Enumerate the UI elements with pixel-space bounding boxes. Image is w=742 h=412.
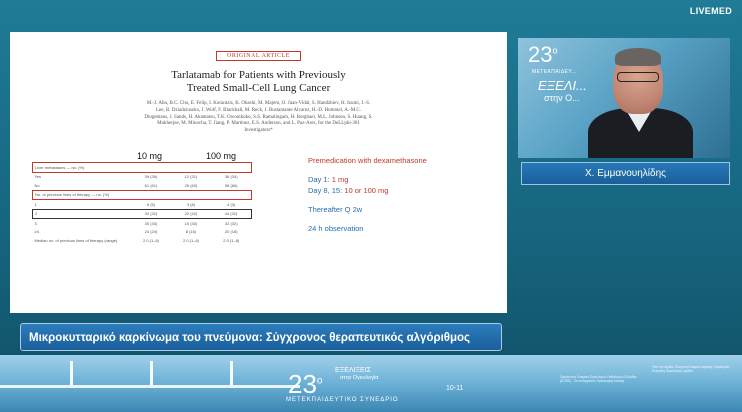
- note-day1: [308, 174, 427, 185]
- footer-event-number-digits: 23: [288, 369, 317, 399]
- bridge-pylon: [230, 361, 233, 387]
- table-cell: 61 (61): [144, 182, 158, 188]
- lecture-title-bar: Μικροκυτταρικό καρκίνωμα του πνεύμονα: Σύγχρονος θεραπευτικός αλγόριθμος: [20, 323, 502, 351]
- footer-event-number-sup: ο: [316, 375, 323, 387]
- table-cell: [131, 163, 171, 173]
- table-cell: 2.0 (1–8): [223, 237, 240, 243]
- table-cell: [171, 190, 211, 200]
- table-cell: 3 (8): [186, 201, 196, 207]
- table-row: [33, 163, 252, 173]
- footer-banner: [0, 355, 742, 412]
- table-cell: 39 (39): [144, 174, 158, 180]
- table-row: [33, 190, 252, 200]
- speaker-video: [518, 38, 730, 158]
- video-event-number-digits: 23: [528, 42, 553, 67]
- table-cell: 36 (34): [224, 174, 238, 180]
- note-day815-label: Day 8, 15:: [308, 186, 345, 195]
- footer-event-number: [288, 369, 322, 400]
- note-premedication: Premedication with dexamethasone: [308, 156, 427, 165]
- table-cell: 8 (16): [185, 229, 197, 235]
- table-cell-label: No. of previous lines of therapy — no. (%): [33, 190, 132, 200]
- paper-title-line-1: Tarlatamab for Patients with Previously: [171, 69, 346, 81]
- dose-header-10mg: 10 mg: [137, 151, 163, 161]
- note-day815: [308, 185, 427, 196]
- footer-conference: ΜΕΤΕΚΠΑΙΔΕΥΤΙΚΟ ΣΥΝΕΔΡΙΟ: [286, 397, 399, 403]
- table-cell: 2.0 (1–6): [182, 237, 199, 243]
- table-cell: 4 (3): [227, 201, 236, 207]
- brand-logo: LIVEMED: [689, 6, 732, 16]
- table-cell: 30 (30): [144, 220, 158, 226]
- note-day815-value: 10 or 100 mg: [344, 186, 389, 195]
- table-cell: 58 (66): [224, 182, 238, 188]
- dose-header-100mg: 100 mg: [206, 151, 237, 161]
- paper-header: [10, 44, 507, 135]
- table-cell-label: ≥4: [34, 229, 39, 235]
- table-cell: [131, 190, 171, 200]
- bridge-pylon: [70, 361, 73, 387]
- footer-title: ΕΞΕΛΙΞΕΙΣ: [335, 367, 371, 374]
- table-row: [33, 172, 252, 181]
- paper-title-line-2: Treated Small-Cell Lung Cancer: [186, 82, 331, 94]
- table-cell: 20 (18): [224, 229, 238, 235]
- video-event-number-sup: o: [552, 45, 558, 56]
- speaker-hair: [615, 48, 661, 66]
- video-event-number: [528, 42, 558, 68]
- table-cell-label: 1: [34, 201, 37, 207]
- note-day1-label: Day 1:: [308, 175, 332, 184]
- table-cell: 12 (31): [184, 174, 198, 180]
- footer-subtitle: στην Ογκολογία: [340, 375, 379, 381]
- speaker-glasses: [617, 72, 659, 82]
- footer-info-organizer: Οργάνωση: Εταιρεία Ογκολόγων Παθολόγων Ελλάδας (ΕΟΠΕ) · Σε συνεργασία: Ογκολογική Κλινική: [560, 375, 637, 384]
- footer-dates: 10-11: [446, 385, 464, 392]
- video-event-small: στην Ο...: [544, 93, 580, 103]
- table-cell-label: No: [34, 182, 40, 188]
- table-cell: 32 (32): [224, 220, 238, 226]
- bridge-pylon: [150, 361, 153, 387]
- video-event-sub: ΜΕΤΕΚΠΑΙΔΕΥ...: [532, 69, 577, 75]
- note-observation: 24 h observation: [308, 224, 364, 233]
- table-cell: 16 (30): [184, 220, 198, 226]
- table-row: [33, 209, 252, 219]
- table-row: [33, 219, 252, 228]
- table-row: [33, 236, 252, 245]
- table-cell: 2.0 (1–6): [142, 237, 159, 243]
- table-cell: [211, 190, 252, 200]
- baseline-table: [32, 162, 252, 245]
- table-cell-label: 3: [34, 220, 37, 226]
- table-row: [33, 200, 252, 210]
- table-cell-label: 2: [33, 209, 132, 219]
- video-event-title: ΕΞΕΛΙ...: [538, 78, 587, 93]
- table-cell: [171, 163, 211, 173]
- note-day1-value: 1 mg: [331, 175, 349, 184]
- note-thereafter: Thereafter Q 2w: [308, 205, 363, 214]
- table-cell: 26 (69): [184, 182, 198, 188]
- article-type-label: ORIGINAL ARTICLE: [216, 51, 301, 61]
- table-cell: 5 (5): [146, 201, 156, 207]
- table-cell: [211, 163, 252, 173]
- table-cell-label: Yes: [34, 174, 42, 180]
- paper-authors: M.-J. Ahn, B.C. Cho, E. Felip, I. Korantzis, K. Ohashi, M. Majem, O. Juan-Vidal, S. Handzhiev, H. Izumi, J.-S. Lee, R. Dziadziuszko, J. Wolf, F. Blackhall, M. Reck, J. Bustamante Alvarez, H.-D. Hummel, A.-M.C. Dingemans, J. Sands, H. Akamatsu, T.K. Owonikoko, S.S. Ramalingam, H. Borghaei, M.L. Johnson, S. Huang, S. Mukherjee, M. Minocha, T. Jiang, P. Martinez, E.S. Anderson, and L. Paz-Ares, for the DeLLphi-301 Investigators*: [144, 101, 373, 134]
- table-row: [33, 181, 252, 190]
- table-cell-label: Liver metastases — no. (%): [33, 163, 132, 173]
- table-cell: 32 (32): [131, 209, 171, 219]
- paper-title: [10, 69, 507, 95]
- table-cell: 24 (24): [144, 229, 158, 235]
- dosing-notes: [308, 155, 427, 234]
- footer-info-auspices: Υπό την Αιγίδα: Ελληνική Εταιρεία Ιατρικής Ογκολογίας · Ελληνική Ογκολογική Ομάδα: [652, 365, 732, 374]
- table-row: [33, 228, 252, 237]
- table-cell: 44 (32): [211, 209, 252, 219]
- table-cell-label: Median no. of previous lines of therapy (range): [34, 237, 118, 243]
- table-cell: 22 (42): [171, 209, 211, 219]
- presentation-slide: [10, 32, 507, 313]
- speaker-name-bar: Χ. Εμμανουηλίδης: [521, 162, 730, 185]
